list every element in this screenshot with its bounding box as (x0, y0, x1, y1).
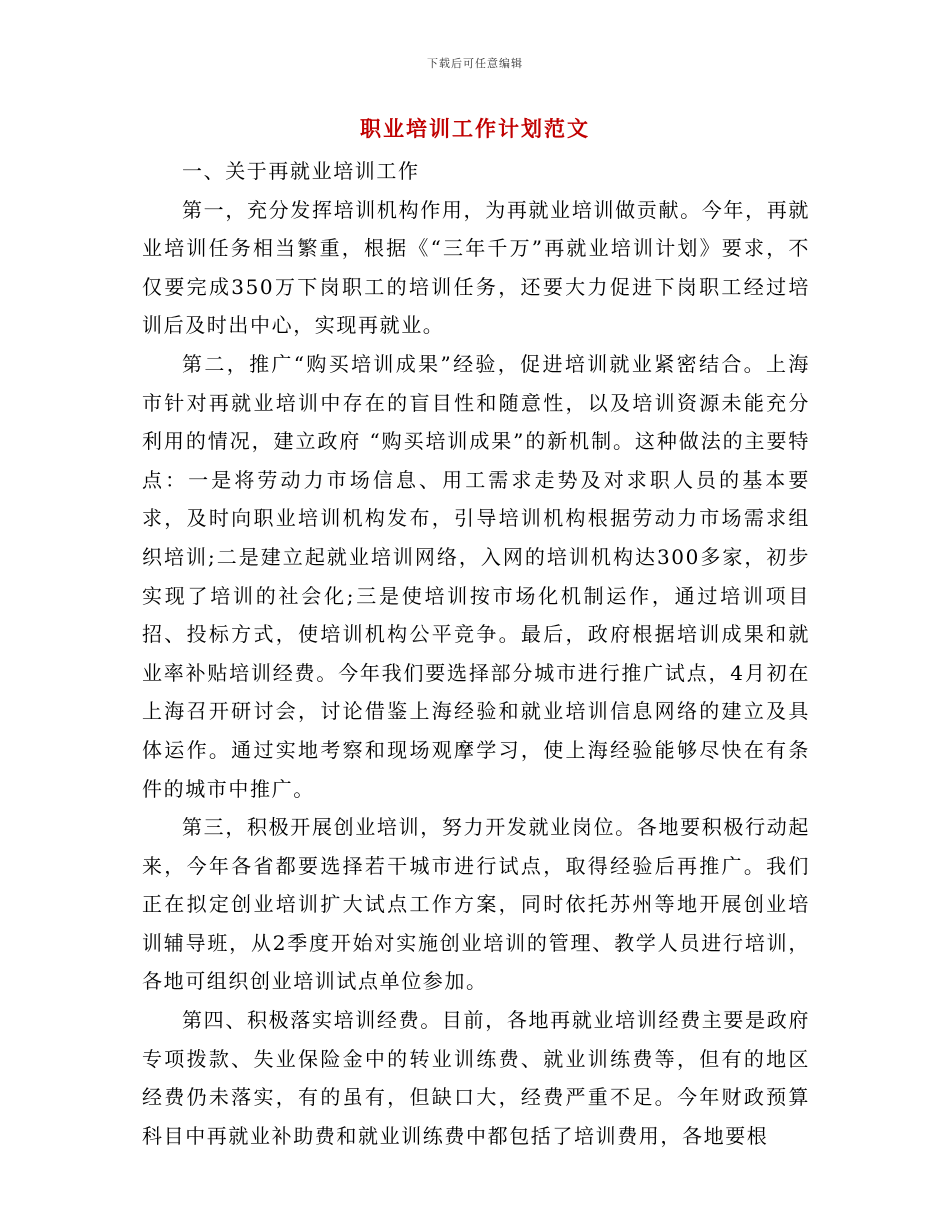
paragraph: 第二，推广“购买培训成果”经验，促进培训就业紧密结合。上海市针对再就业培训中存在的盲目性和随意性，以及培训资源未能充分利用的情况，建立政府 “购买培训成果”的新机制。这种做法的主要特点：一是将劳动力市场信息、用工需求走势及对求职人员的基本要求，及时向职业培训机构发布，引导培训机构根据劳动力市场需求组织培训;二是建立起就业培训网络，入网的培训机构达300多家，初步实现了培训的社会化;三是使培训按市场化机制运作，通过培训项目招、投标方式，使培训机构公平竞争。最后，政府根据培训成果和就业率补贴培训经费。今年我们要选择部分城市进行推广试点，4月初在上海召开研讨会，讨论借鉴上海经验和就业培训信息网络的建立及具体运作。通过实地考察和现场观摩学习，使上海经验能够尽快在有条件的城市中推广。 (142, 351, 810, 801)
section-heading: 一、关于再就业培训工作 (182, 159, 420, 183)
document-body (142, 152, 810, 1155)
document-title: 职业培训工作计划范文 (360, 116, 590, 141)
paragraph: 第四、积极落实培训经费。目前，各地再就业培训经费主要是政府专项拨款、失业保险金中的转业训练费、就业训练费等，但有的地区经费仍未落实，有的虽有，但缺口大，经费严重不足。今年财政预算科目中再就业补助费和就业训练费中都包括了培训费用，各地要根 (142, 1008, 810, 1148)
paragraph: 第一，充分发挥培训机构作用，为再就业培训做贡献。今年，再就业培训任务相当繁重，根据《“三年千万”再就业培训计划》要求，不仅要完成350万下岗职工的培训任务，还要大力促进下岗职工经过培训后及时出中心，实现再就业。 (142, 197, 810, 338)
header-note: 下载后可任意编辑 (427, 57, 523, 70)
paragraph: 第三，积极开展创业培训，努力开发就业岗位。各地要积极行动起来，今年各省都要选择若干城市进行试点，取得经验后再推广。我们正在拟定创业培训扩大试点工作方案，同时依托苏州等地开展创业培训辅导班，从2季度开始对实施创业培训的管理、教学人员进行培训，各地可组织创业培训试点单位参加。 (142, 815, 810, 994)
